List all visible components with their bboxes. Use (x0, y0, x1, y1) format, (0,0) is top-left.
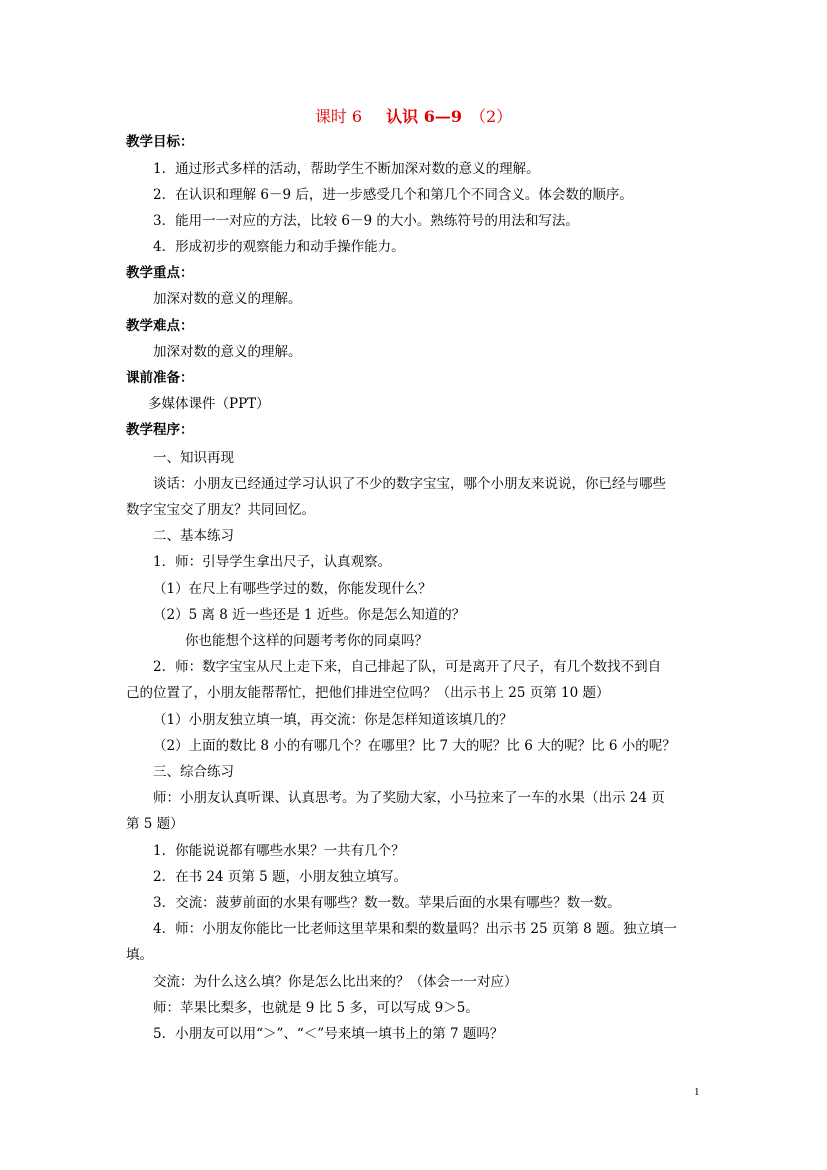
text-line: 第 5 题） (126, 816, 184, 832)
text-line: 3．交流：菠萝前面的水果有哪些？数一数。苹果后面的水果有哪些？数一数。 (153, 895, 621, 911)
text-line: 一、知识再现 (153, 450, 234, 466)
page-number: 1 (694, 1086, 700, 1098)
text-line: 4．形成初步的观察能力和动手操作能力。 (153, 239, 405, 255)
text-line: 谈话：小朋友已经通过学习认识了不少的数字宝宝，哪个小朋友来说说，你已经与哪些 (153, 476, 666, 492)
lesson-part: （2） (469, 107, 513, 126)
text-line: 师：小朋友认真听课、认真思考。为了奖励大家，小马拉来了一车的水果（出示 24 页 (153, 790, 665, 806)
lesson-topic: 认识 6—9 (386, 107, 462, 126)
section-heading: 教学难点： (126, 318, 194, 334)
text-line: （1）小朋友独立填一填，再交流：你是怎样知道该填几的？ (153, 712, 513, 728)
text-line: 你也能想个这样的问题考考你的同桌吗？ (185, 633, 428, 649)
text-line: 1．你能说说都有哪些水果？一共有几个？ (153, 843, 405, 859)
section-heading: 教学重点： (126, 265, 194, 281)
text-line: 数字宝宝交了朋友？共同回忆。 (126, 502, 315, 518)
text-line: 5．小朋友可以用“＞”、“＜”号来填一填书上的第 7 题吗？ (153, 1026, 504, 1042)
text-line: 三、综合练习 (153, 764, 234, 780)
text-line: 加深对数的意义的理解。 (153, 291, 302, 307)
text-line: 2．在书 24 页第 5 题，小朋友独立填写。 (153, 869, 408, 885)
section-heading: 教学目标： (126, 134, 194, 150)
text-line: （1）在尺上有哪些学过的数，你能发现什么？ (153, 581, 432, 597)
text-line: 4．师：小朋友你能比一比老师这里苹果和梨的数量吗？出示书 25 页第 8 题。独立填一 (153, 921, 678, 937)
text-line: 3．能用一一对应的方法，比较 6－9 的大小。熟练符号的用法和写法。 (153, 213, 579, 229)
text-line: 己的位置了，小朋友能帮帮忙，把他们排进空位吗？（出示书上 25 页第 10 题） (126, 685, 610, 701)
text-line: 2．在认识和理解 6－9 后，进一步感受几个和第几个不同含义。体会数的顺序。 (153, 187, 633, 203)
text-line: 1．通过形式多样的活动，帮助学生不断加深对数的意义的理解。 (153, 161, 540, 177)
lesson-title (0, 104, 827, 127)
text-line: 二、基本练习 (153, 528, 234, 544)
lesson-number: 课时 6 (314, 107, 363, 126)
text-line: 师：苹果比梨多，也就是 9 比 5 多，可以写成 9＞5。 (153, 1000, 479, 1016)
text-line: 填。 (126, 947, 153, 963)
text-line: 1．师：引导学生拿出尺子，认真观察。 (153, 554, 392, 570)
text-line: （2）上面的数比 8 小的有哪几个？在哪里？比 7 大的呢？比 6 大的呢？比 6 小的呢？ (153, 738, 676, 754)
section-heading: 教学程序： (126, 422, 194, 438)
text-line: 多媒体课件（PPT） (148, 396, 270, 412)
section-heading: 课前准备： (126, 370, 194, 386)
text-line: 加深对数的意义的理解。 (153, 344, 302, 360)
text-line: 交流：为什么这么填？你是怎么比出来的？（体会一一对应） (153, 974, 518, 990)
text-line: 2．师：数字宝宝从尺上走下来，自己排起了队，可是离开了尺子，有几个数找不到自 (153, 659, 662, 675)
text-line: （2）5 离 8 近一些还是 1 近些。你是怎么知道的？ (153, 607, 466, 623)
